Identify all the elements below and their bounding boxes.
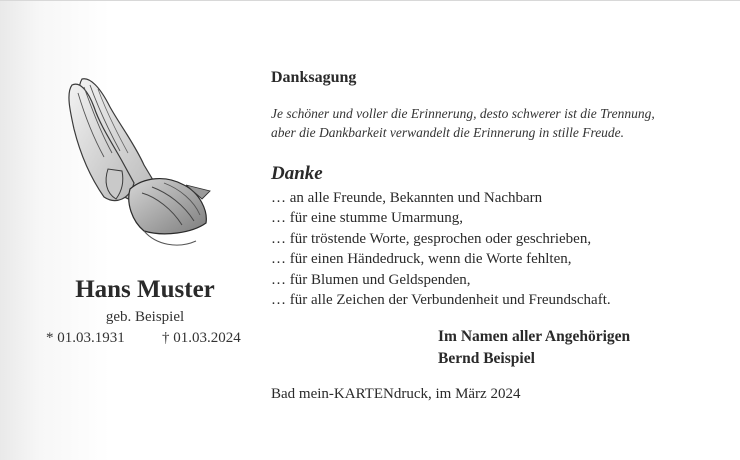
signature-line: Im Namen aller Angehörigen (438, 328, 631, 345)
danke-title: Danke (271, 163, 323, 184)
deceased-name: Hans Muster (75, 276, 215, 303)
thanks-item: … für Blumen und Geldspenden, (271, 271, 471, 288)
thanks-list (271, 188, 611, 310)
birth-date: * 01.03.1931 (46, 330, 125, 346)
quote-line: Je schöner und voller die Erinnerung, desto schwerer ist die Trennung, (271, 106, 655, 121)
place-date: Bad mein-KARTENdruck, im März 2024 (271, 386, 521, 402)
card-heading: Danksagung (271, 69, 357, 86)
thanks-item: … für einen Händedruck, wenn die Worte fehlten, (271, 251, 572, 268)
birth-name: geb. Beispiel (105, 309, 185, 325)
thanks-item: … für eine stumme Umarmung, (271, 210, 464, 227)
thanks-item: … an alle Freunde, Bekannten und Nachbarn (271, 190, 543, 206)
thanks-item: … für tröstende Worte, gesprochen oder geschrieben, (271, 230, 592, 247)
death-date: † 01.03.2024 (162, 330, 241, 346)
signature (438, 326, 630, 369)
quote (271, 104, 655, 142)
thanks-item: … für alle Zeichen der Verbundenheit und Freundschaft. (271, 292, 611, 309)
quote-line: aber die Dankbarkeit verwandelt die Erinnerung in stille Freude. (271, 125, 625, 140)
signature-name: Bernd Beispiel (438, 349, 535, 367)
praying-hands-icon (60, 73, 220, 253)
